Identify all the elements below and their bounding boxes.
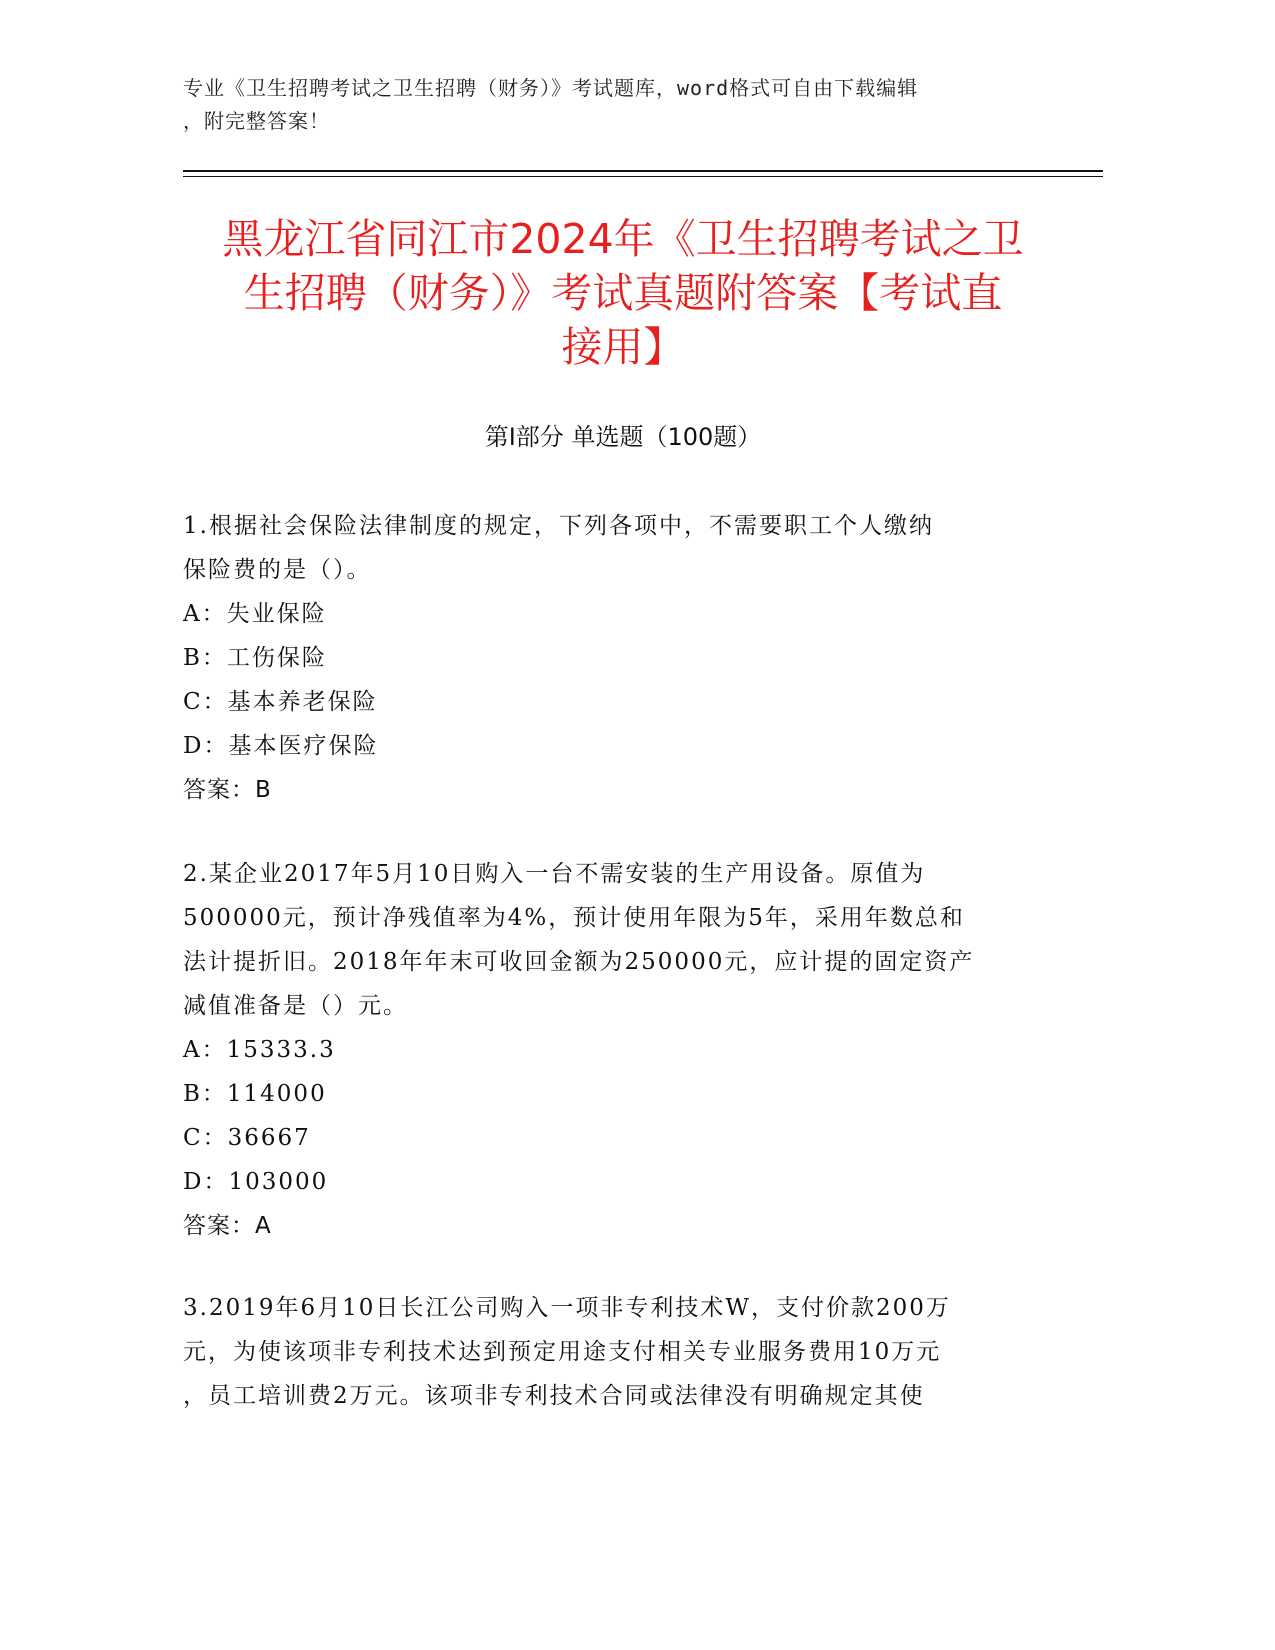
question-stem-line: 1.根据社会保险法律制度的规定，下列各项中，不需要职工个人缴纳 [183,513,934,539]
question-option: A：15333.3 [183,1037,336,1063]
header-divider-thin [183,176,1103,177]
header-note-line: 专业《卫生招聘考试之卫生招聘（财务）》考试题库，word格式可自由下载编辑 [183,76,919,100]
question-option: D：103000 [183,1169,329,1195]
document-title-line: 黑龙江省同江市2024年《卫生招聘考试之卫 [222,215,1024,263]
question-stem-line: ，员工培训费2万元。该项非专利技术合同或法律没有明确规定其使 [183,1383,925,1409]
header-note-line: ，附完整答案！ [183,109,330,133]
question-block [183,852,1063,1248]
question-option: A：失业保险 [183,601,327,627]
question-stem-line: 2.某企业2017年5月10日购入一台不需安装的生产用设备。原值为 [183,861,926,887]
question-stem-line: 减值准备是（）元。 [183,993,408,1019]
document-title-line: 接用】 [561,323,685,371]
question-stem-line: 500000元，预计净残值率为4%，预计使用年限为5年，采用年数总和 [183,905,965,931]
question-block [183,1286,1063,1418]
question-answer: 答案：A [183,1213,272,1239]
question-stem-line: 元，为使该项非专利技术达到预定用途支付相关专业服务费用10万元 [183,1339,942,1365]
question-option: B：114000 [183,1081,327,1107]
document-title [183,212,1063,374]
header-note [183,72,1083,138]
question-stem-line: 保险费的是（）。 [183,557,372,583]
header-divider-thick [183,170,1103,172]
section-title: 第I部分 单选题（100题） [484,423,762,451]
question-answer: 答案：B [183,777,272,803]
question-option: C：36667 [183,1125,311,1151]
question-option: D：基本医疗保险 [183,733,379,759]
question-stem-line: 3.2019年6月10日长江公司购入一项非专利技术W，支付价款200万 [183,1295,951,1321]
question-option: B：工伤保险 [183,645,327,671]
question-block [183,504,1063,812]
question-option: C：基本养老保险 [183,689,378,715]
document-title-line: 生招聘（财务）》考试真题附答案【考试直 [243,269,1003,317]
question-stem-line: 法计提折旧。2018年年末可收回金额为250000元，应计提的固定资产 [183,949,975,975]
